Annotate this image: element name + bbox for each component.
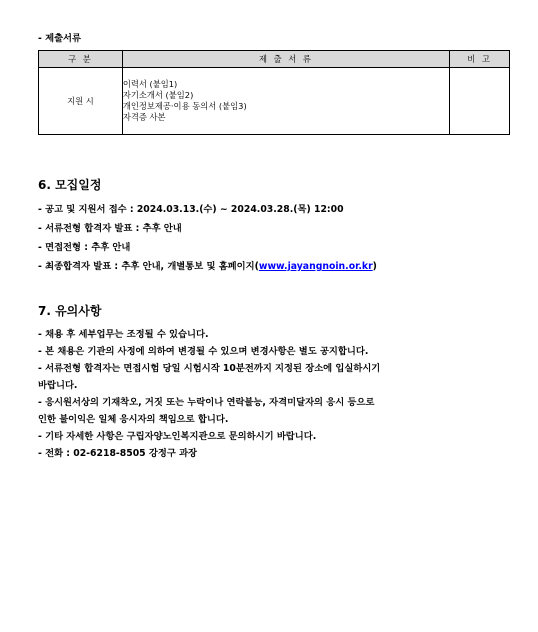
homepage-link[interactable]: www.jayangnoin.or.kr: [258, 261, 373, 272]
table-header-row: [39, 51, 510, 68]
header-note: 비 고: [450, 51, 510, 68]
notice-line: - 서류전형 합격자는 면접시험 당일 시험시작 10분전까지 지정된 장소에 입실하시기: [38, 363, 381, 374]
row-documents: [122, 68, 449, 135]
schedule-item: - 공고 및 지원서 접수 : 2024.03.13.(수) ~ 2024.03.28.(목) 12:00: [38, 204, 344, 215]
doc-item-resume: 이력서 (붙임1): [122, 79, 178, 89]
header-documents: 제 출 서 류: [122, 51, 449, 68]
notice-line: 인한 불이익은 일체 응시자의 책임으로 합니다.: [38, 414, 229, 425]
doc-item-privacy-consent: 개인정보제공·이용 동의서 (붙임3): [122, 101, 247, 111]
row-category: 지원 시: [39, 68, 123, 135]
notice-line: - 기타 자세한 사항은 구립자양노인복지관으로 문의하시기 바랍니다.: [38, 431, 317, 442]
schedule-item-final: [38, 260, 377, 273]
section6-heading: 6. 모집일정: [38, 178, 102, 192]
notice-line: 바랍니다.: [38, 380, 78, 391]
notice-line: - 응시원서상의 기재착오, 거짓 또는 누락이나 연락불능, 자격미달자의 응시 등으로: [38, 397, 375, 408]
doc-item-cover-letter: 자기소개서 (붙임2): [122, 90, 194, 100]
header-category: 구 분: [39, 51, 123, 68]
notice-line: - 채용 후 세부업무는 조정될 수 있습니다.: [38, 329, 209, 340]
submit-docs-table: [38, 50, 510, 135]
notice-line: - 본 채용은 기관의 사정에 의하여 변경될 수 있으며 변경사항은 별도 공지합니다.: [38, 346, 369, 357]
final-suffix: ): [372, 261, 377, 272]
section7-heading: 7. 유의사항: [38, 304, 102, 318]
submit-docs-title: - 제출서류: [38, 33, 82, 44]
schedule-item: - 면접전형 : 추후 안내: [38, 242, 131, 253]
table-row: [39, 68, 510, 135]
doc-item-certificate: 자격증 사본: [122, 112, 166, 122]
final-prefix: - 최종합격자 발표 : 추후 안내, 개별통보 및 홈페이지(: [38, 261, 259, 272]
schedule-item: - 서류전형 합격자 발표 : 추후 안내: [38, 223, 182, 234]
row-note: [450, 68, 510, 135]
notice-line-phone: - 전화 : 02-6218-8505 강정구 과장: [38, 448, 198, 459]
